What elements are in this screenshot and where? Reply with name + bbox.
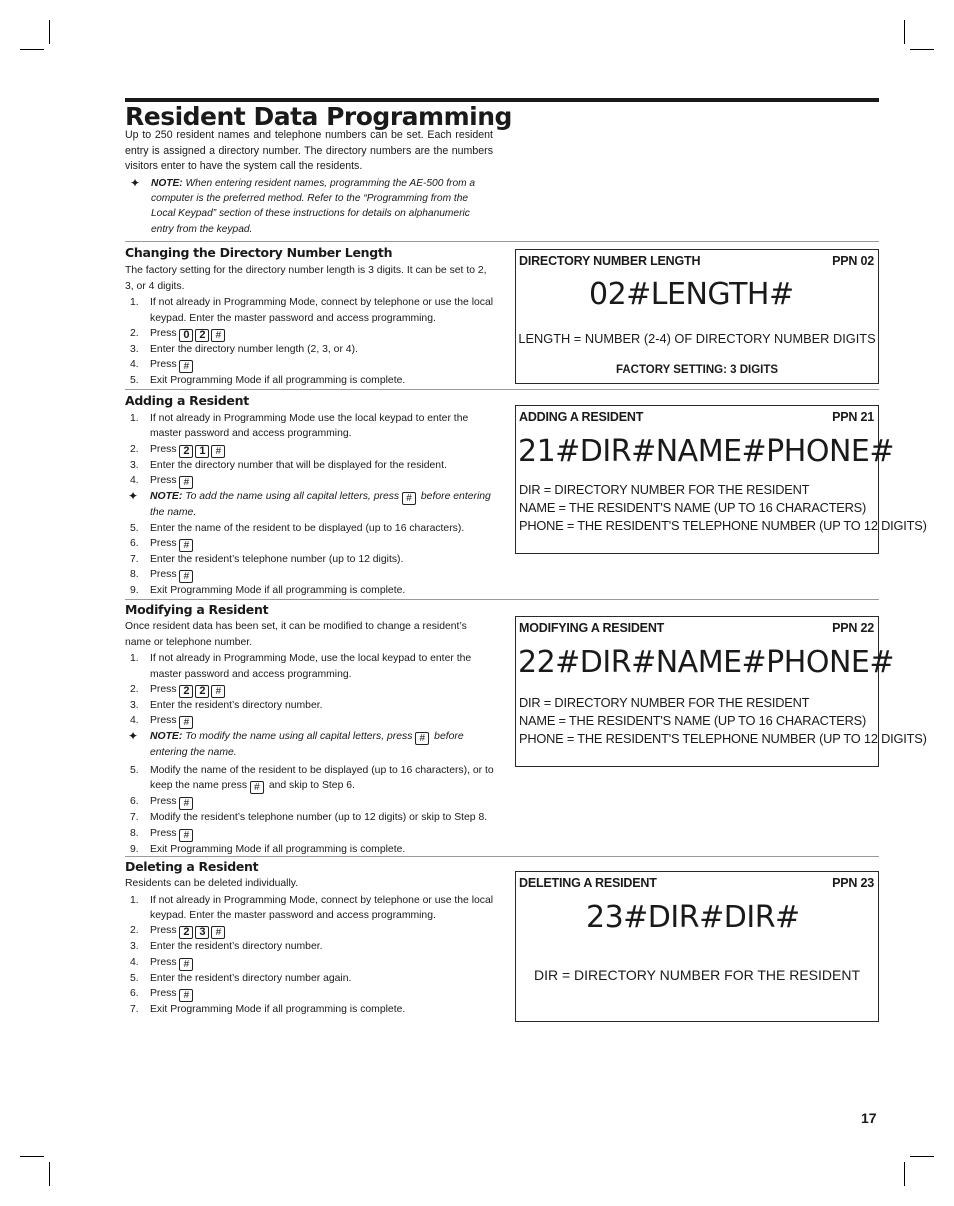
key-hash-icon: # xyxy=(179,797,193,810)
list-item: 9. Exit Programming Mode if all programming is complete. xyxy=(130,843,406,855)
ppn-box-header xyxy=(519,410,874,424)
key-hash-icon: # xyxy=(250,781,264,794)
ppn-number: PPN 23 xyxy=(832,876,874,890)
ppn-number: PPN 22 xyxy=(832,621,874,635)
list-item: 4. Press # xyxy=(125,955,495,971)
list-item: 6. Press # xyxy=(125,794,495,810)
step-list xyxy=(125,893,495,1018)
ppn-box-title: DIRECTORY NUMBER LENGTH xyxy=(519,254,701,268)
note-label: NOTE: xyxy=(151,178,183,189)
list-item: 4. Press # xyxy=(125,713,495,729)
list-item: 5. Enter the resident’s directory number again. xyxy=(130,972,352,984)
list-item: 7. Enter the resident’s telephone number (up to 12 digits). xyxy=(130,554,404,566)
section-title: Adding a Resident xyxy=(125,393,249,408)
ppn-definition: DIR = DIRECTORY NUMBER FOR THE RESIDENT xyxy=(519,695,810,710)
list-item: 2. Press 2 2 # xyxy=(125,682,495,698)
section-title: Deleting a Resident xyxy=(125,859,259,874)
section-description: Once resident data has been set, it can be modified to change a resident’s name or telephone number. xyxy=(125,621,467,648)
key-hash-icon: # xyxy=(179,829,193,842)
key-hash-icon: # xyxy=(179,539,193,552)
section-modifying-resident xyxy=(125,602,495,857)
list-item: 1. If not already in Programming Mode, use the local keypad to enter the master password and access programming. xyxy=(130,653,472,680)
key-hash-icon: # xyxy=(211,445,225,458)
key-hash-icon: # xyxy=(179,989,193,1002)
crop-mark xyxy=(910,49,934,50)
ppn-box-modifying-resident xyxy=(515,616,927,767)
note-bullet-icon: ✦ xyxy=(128,489,139,504)
list-item: 3. Enter the directory number that will be displayed for the resident. xyxy=(130,459,447,471)
section-title: Modifying a Resident xyxy=(125,602,269,617)
list-item: 4. Press # xyxy=(125,357,495,373)
key-hash-icon: # xyxy=(179,958,193,971)
key-2-icon: 2 xyxy=(179,926,193,939)
key-3-icon: 3 xyxy=(195,926,209,939)
crop-mark xyxy=(910,1156,934,1157)
key-hash-icon: # xyxy=(179,570,193,583)
ppn-definition: PHONE = THE RESIDENT'S TELEPHONE NUMBER (UP TO 12 DIGITS) xyxy=(519,731,927,746)
list-item: 6. Press # xyxy=(125,986,495,1002)
crop-mark xyxy=(904,1162,905,1186)
section-divider xyxy=(125,599,879,600)
section-divider xyxy=(125,241,879,242)
ppn-box-deleting-resident xyxy=(515,871,879,1022)
list-item: 4. Press # xyxy=(125,473,495,489)
ppn-definition: LENGTH = NUMBER (2-4) OF DIRECTORY NUMBER DIGITS xyxy=(518,331,876,346)
ppn-command-code: 22#DIR#NAME#PHONE# xyxy=(518,645,894,680)
list-item: 1. If not already in Programming Mode, connect by telephone or use the local keypad. Enter the master password and access programming. xyxy=(130,894,494,921)
list-item: 5. Enter the name of the resident to be displayed (up to 16 characters). xyxy=(130,522,465,534)
list-item: 1. If not already in Programming Mode, connect by telephone or use the local keypad. Enter the master password and access programming. xyxy=(130,297,494,324)
intro-note xyxy=(130,176,491,237)
note-text: When entering resident names, programming the AE-500 from a computer is the preferred method. Refer to the “Programming from the Local Keypad” section of these instructions for details on alphanumeric entry from the keypad. xyxy=(151,178,476,235)
list-item: 2. Press 2 3 # xyxy=(125,923,495,939)
ppn-factory-setting: FACTORY SETTING: 3 DIGITS xyxy=(615,364,779,376)
ppn-definition: DIR = DIRECTORY NUMBER FOR THE RESIDENT xyxy=(533,967,861,983)
ppn-box-title: ADDING A RESIDENT xyxy=(519,410,644,424)
key-hash-icon: # xyxy=(211,329,225,342)
ppn-command-code: 02#LENGTH# xyxy=(589,277,794,312)
ppn-number: PPN 21 xyxy=(832,410,874,424)
ppn-definition: NAME = THE RESIDENT'S NAME (UP TO 16 CHARACTERS) xyxy=(519,500,867,515)
note-bullet-icon: ✦ xyxy=(128,729,139,744)
crop-mark xyxy=(20,1156,44,1157)
list-item: 2. Press 0 2 # xyxy=(125,326,495,342)
page-title: Resident Data Programming xyxy=(125,102,512,131)
section-divider xyxy=(125,389,879,390)
ppn-box-header xyxy=(519,254,874,268)
key-2-icon: 2 xyxy=(195,685,209,698)
key-hash-icon: # xyxy=(211,685,225,698)
ppn-box-title: DELETING A RESIDENT xyxy=(519,876,657,890)
section-deleting-resident xyxy=(125,859,495,1018)
ppn-command-code: 23#DIR#DIR# xyxy=(586,900,800,935)
step-list xyxy=(125,651,495,857)
crop-mark xyxy=(904,20,905,44)
crop-mark xyxy=(49,20,50,44)
ppn-box-adding-resident xyxy=(515,405,927,554)
step-list xyxy=(125,411,495,599)
ppn-box-header xyxy=(519,876,874,890)
section-title: Changing the Directory Number Length xyxy=(125,245,393,260)
key-hash-icon: # xyxy=(179,360,193,373)
key-hash-icon: # xyxy=(211,926,225,939)
section-description: Residents can be deleted individually. xyxy=(125,878,299,889)
list-item: 3. Enter the directory number length (2, 3, or 4). xyxy=(130,344,358,355)
list-item: 5. Exit Programming Mode if all programming is complete. xyxy=(130,375,406,387)
page-number: 17 xyxy=(861,1110,877,1126)
list-item: 2. Press 2 1 # xyxy=(125,442,495,458)
section-directory-length xyxy=(125,245,495,389)
list-item: 9. Exit Programming Mode if all programming is complete. xyxy=(130,585,406,597)
list-item-note: ✦ NOTE: To add the name using all capital letters, press # before entering the name. xyxy=(128,489,491,519)
list-item: 6. Press # xyxy=(125,536,495,552)
ppn-definition: NAME = THE RESIDENT'S NAME (UP TO 16 CHARACTERS) xyxy=(519,713,867,728)
key-hash-icon: # xyxy=(415,732,429,745)
list-item-note: ✦ NOTE: To modify the name using all capital letters, press # before entering the name. xyxy=(128,729,464,759)
ppn-definition: DIR = DIRECTORY NUMBER FOR THE RESIDENT xyxy=(519,482,810,497)
step-list xyxy=(125,295,495,389)
ppn-box-directory-length xyxy=(515,249,879,384)
list-item: 7. Modify the resident’s telephone number (up to 12 digits) or skip to Step 8. xyxy=(130,812,488,824)
list-item: 5. Modify the name of the resident to be displayed (up to 16 characters), or to keep the name press # and skip to Step 6. xyxy=(130,764,494,794)
section-adding-resident xyxy=(125,393,495,599)
list-item: 7. Exit Programming Mode if all programming is complete. xyxy=(130,1004,406,1016)
section-description: The factory setting for the directory number length is 3 digits. It can be set to 2, 3, or 4 digits. xyxy=(125,265,487,292)
key-1-icon: 1 xyxy=(195,445,209,458)
ppn-number: PPN 02 xyxy=(832,254,874,268)
crop-mark xyxy=(20,49,44,50)
list-item: 8. Press # xyxy=(125,567,495,583)
note-bullet-icon: ✦ xyxy=(130,176,141,190)
key-2-icon: 2 xyxy=(179,445,193,458)
key-hash-icon: # xyxy=(179,716,193,729)
key-hash-icon: # xyxy=(179,476,193,489)
key-2-icon: 2 xyxy=(195,329,209,342)
key-2-icon: 2 xyxy=(179,685,193,698)
crop-mark xyxy=(49,1162,50,1186)
list-item: 1. If not already in Programming Mode use the local keypad to enter the master password and access programming. xyxy=(130,413,469,440)
list-item: 8. Press # xyxy=(125,826,495,842)
ppn-box-header xyxy=(519,621,874,635)
ppn-definition: PHONE = THE RESIDENT'S TELEPHONE NUMBER (UP TO 12 DIGITS) xyxy=(519,518,927,533)
list-item: 3. Enter the resident’s directory number. xyxy=(130,700,323,711)
intro-paragraph: Up to 250 resident names and telephone numbers can be set. Each resident entry is assigned a directory number. The directory numbers are the numbers visitors enter to have the system call the residents. xyxy=(125,129,493,173)
ppn-command-code: 21#DIR#NAME#PHONE# xyxy=(518,434,894,469)
ppn-box-title: MODIFYING A RESIDENT xyxy=(519,621,665,635)
key-0-icon: 0 xyxy=(179,329,193,342)
key-hash-icon: # xyxy=(402,492,416,505)
list-item: 3. Enter the resident’s directory number. xyxy=(130,941,323,953)
